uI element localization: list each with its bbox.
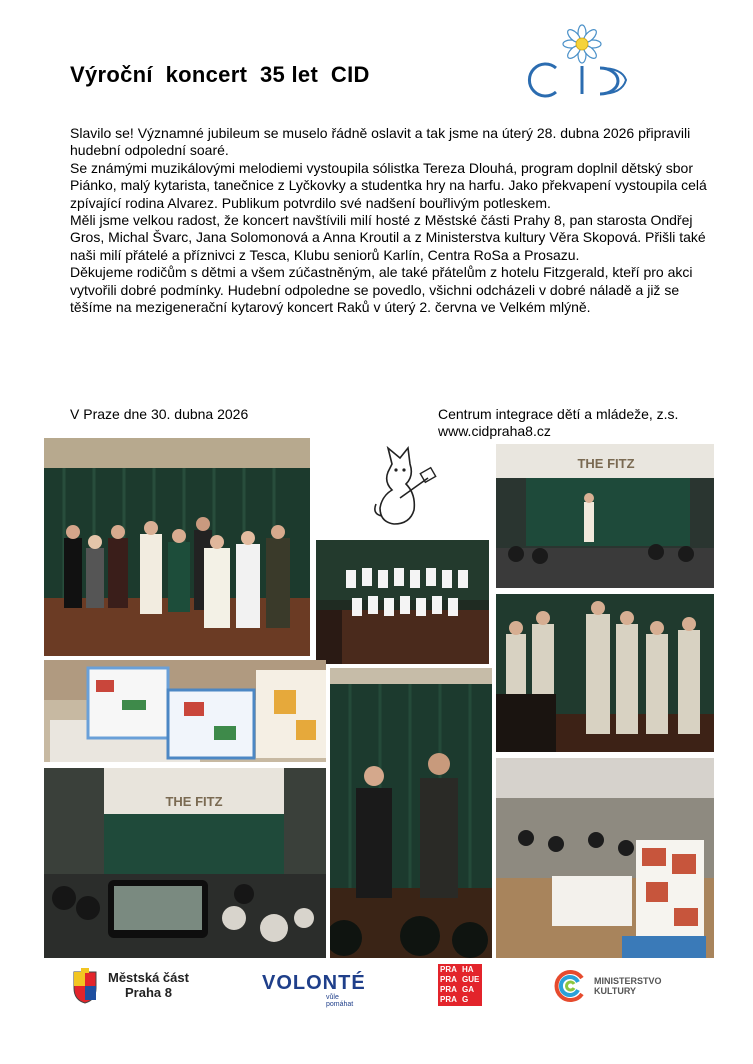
ministry-circle-icon: [552, 968, 588, 1004]
place-date: V Praze dne 30. dubna 2026: [70, 406, 249, 422]
praha8-logo: [72, 966, 212, 1006]
fitz-sign: THE FITZ: [165, 794, 223, 809]
prague-word: HA: [462, 965, 474, 974]
photo-exhibition-hall: [496, 758, 714, 958]
prague-word: G: [462, 995, 469, 1004]
prague-word: PRA: [440, 975, 457, 984]
paragraph: Děkujeme rodičům s dětmi a všem zúčastněným, ale také přátelům z hotelu Fitzgerald, kteří pro akci vytvořili dobré podmínky. Hudební odpoledne se povedlo, všichni odcházeli v dobré náladě a již se těšíme na mezigenerační kytarový koncert Raků v úterý 2. června ve Velkém mlýně.: [70, 264, 693, 316]
volonte-wordmark: VOLONTÉ: [262, 972, 366, 994]
volonte-tagline: vůle pomáhat: [326, 994, 354, 1008]
photo-dancers: [496, 594, 714, 752]
cat-guitar-drawing: [370, 444, 440, 530]
prague-word: GUE: [462, 975, 480, 984]
photo-fitz-hall-audience: [44, 768, 326, 958]
praha8-coat-of-arms-icon: [72, 968, 98, 1004]
prague-word: PRA: [440, 985, 457, 994]
organization-block: [438, 406, 678, 441]
prague-word: GA: [462, 985, 474, 994]
prague-logo: [438, 964, 482, 1006]
prague-word: PRA: [440, 965, 457, 974]
article-body: [70, 125, 710, 316]
paragraph: Slavilo se! Významné jubileum se muselo řádně oslavit a tak jsme na úterý 28. dubna 2026 připravili hudební odpolední soaré.: [70, 125, 691, 159]
paragraph: Se známými muzikálovými melodiemi vystoupila sólistka Tereza Dlouhá, program doplnil dětský sbor Piánko, malý kytarista, tanečnice z Lyčkovky a studentka hry na harfu. Jako překvapení vystoupila celá zpívající rodina Alvarez. Publikum potvrdilo své nadšení bouřlivým potleskem.: [70, 159, 707, 211]
photo-children-choir: [316, 540, 489, 664]
fitz-sign: THE FITZ: [577, 456, 635, 471]
paragraph: Měli jsme velkou radost, že koncert navštívili milí hosté z Městské části Prahy 8, pan starosta Ondřej Gros, Michal Švarc, Jana Solomonová a Anna Kroutil a z Ministerstva kultury Věra Skopová. Přišli také naši milí přátelé a příznivci z Tesca, Klubu seniorů Karlín, Centra RoSa a Prosazu.: [70, 212, 706, 263]
photo-children-drawings: [44, 660, 326, 762]
ministry-name: MINISTERSTVO KULTURY: [594, 976, 662, 996]
website-link[interactable]: www.cidpraha8.cz: [438, 423, 551, 440]
photo-two-singers: [330, 668, 492, 958]
photo-fitz-stage-singer: [496, 444, 714, 588]
praha8-name: Městská část Praha 8: [108, 970, 189, 1000]
page-title: Výroční koncert 35 let CID: [70, 62, 370, 87]
organization-name: Centrum integrace dětí a mládeže, z.s.: [438, 406, 679, 422]
flower-logo-icon: [526, 24, 642, 100]
volonte-logo: [262, 972, 366, 1008]
ministry-culture-logo: [552, 966, 682, 1006]
photo-group-on-stage: [44, 438, 310, 656]
cid-logo: [526, 24, 642, 100]
prague-word: PRA: [440, 995, 457, 1004]
